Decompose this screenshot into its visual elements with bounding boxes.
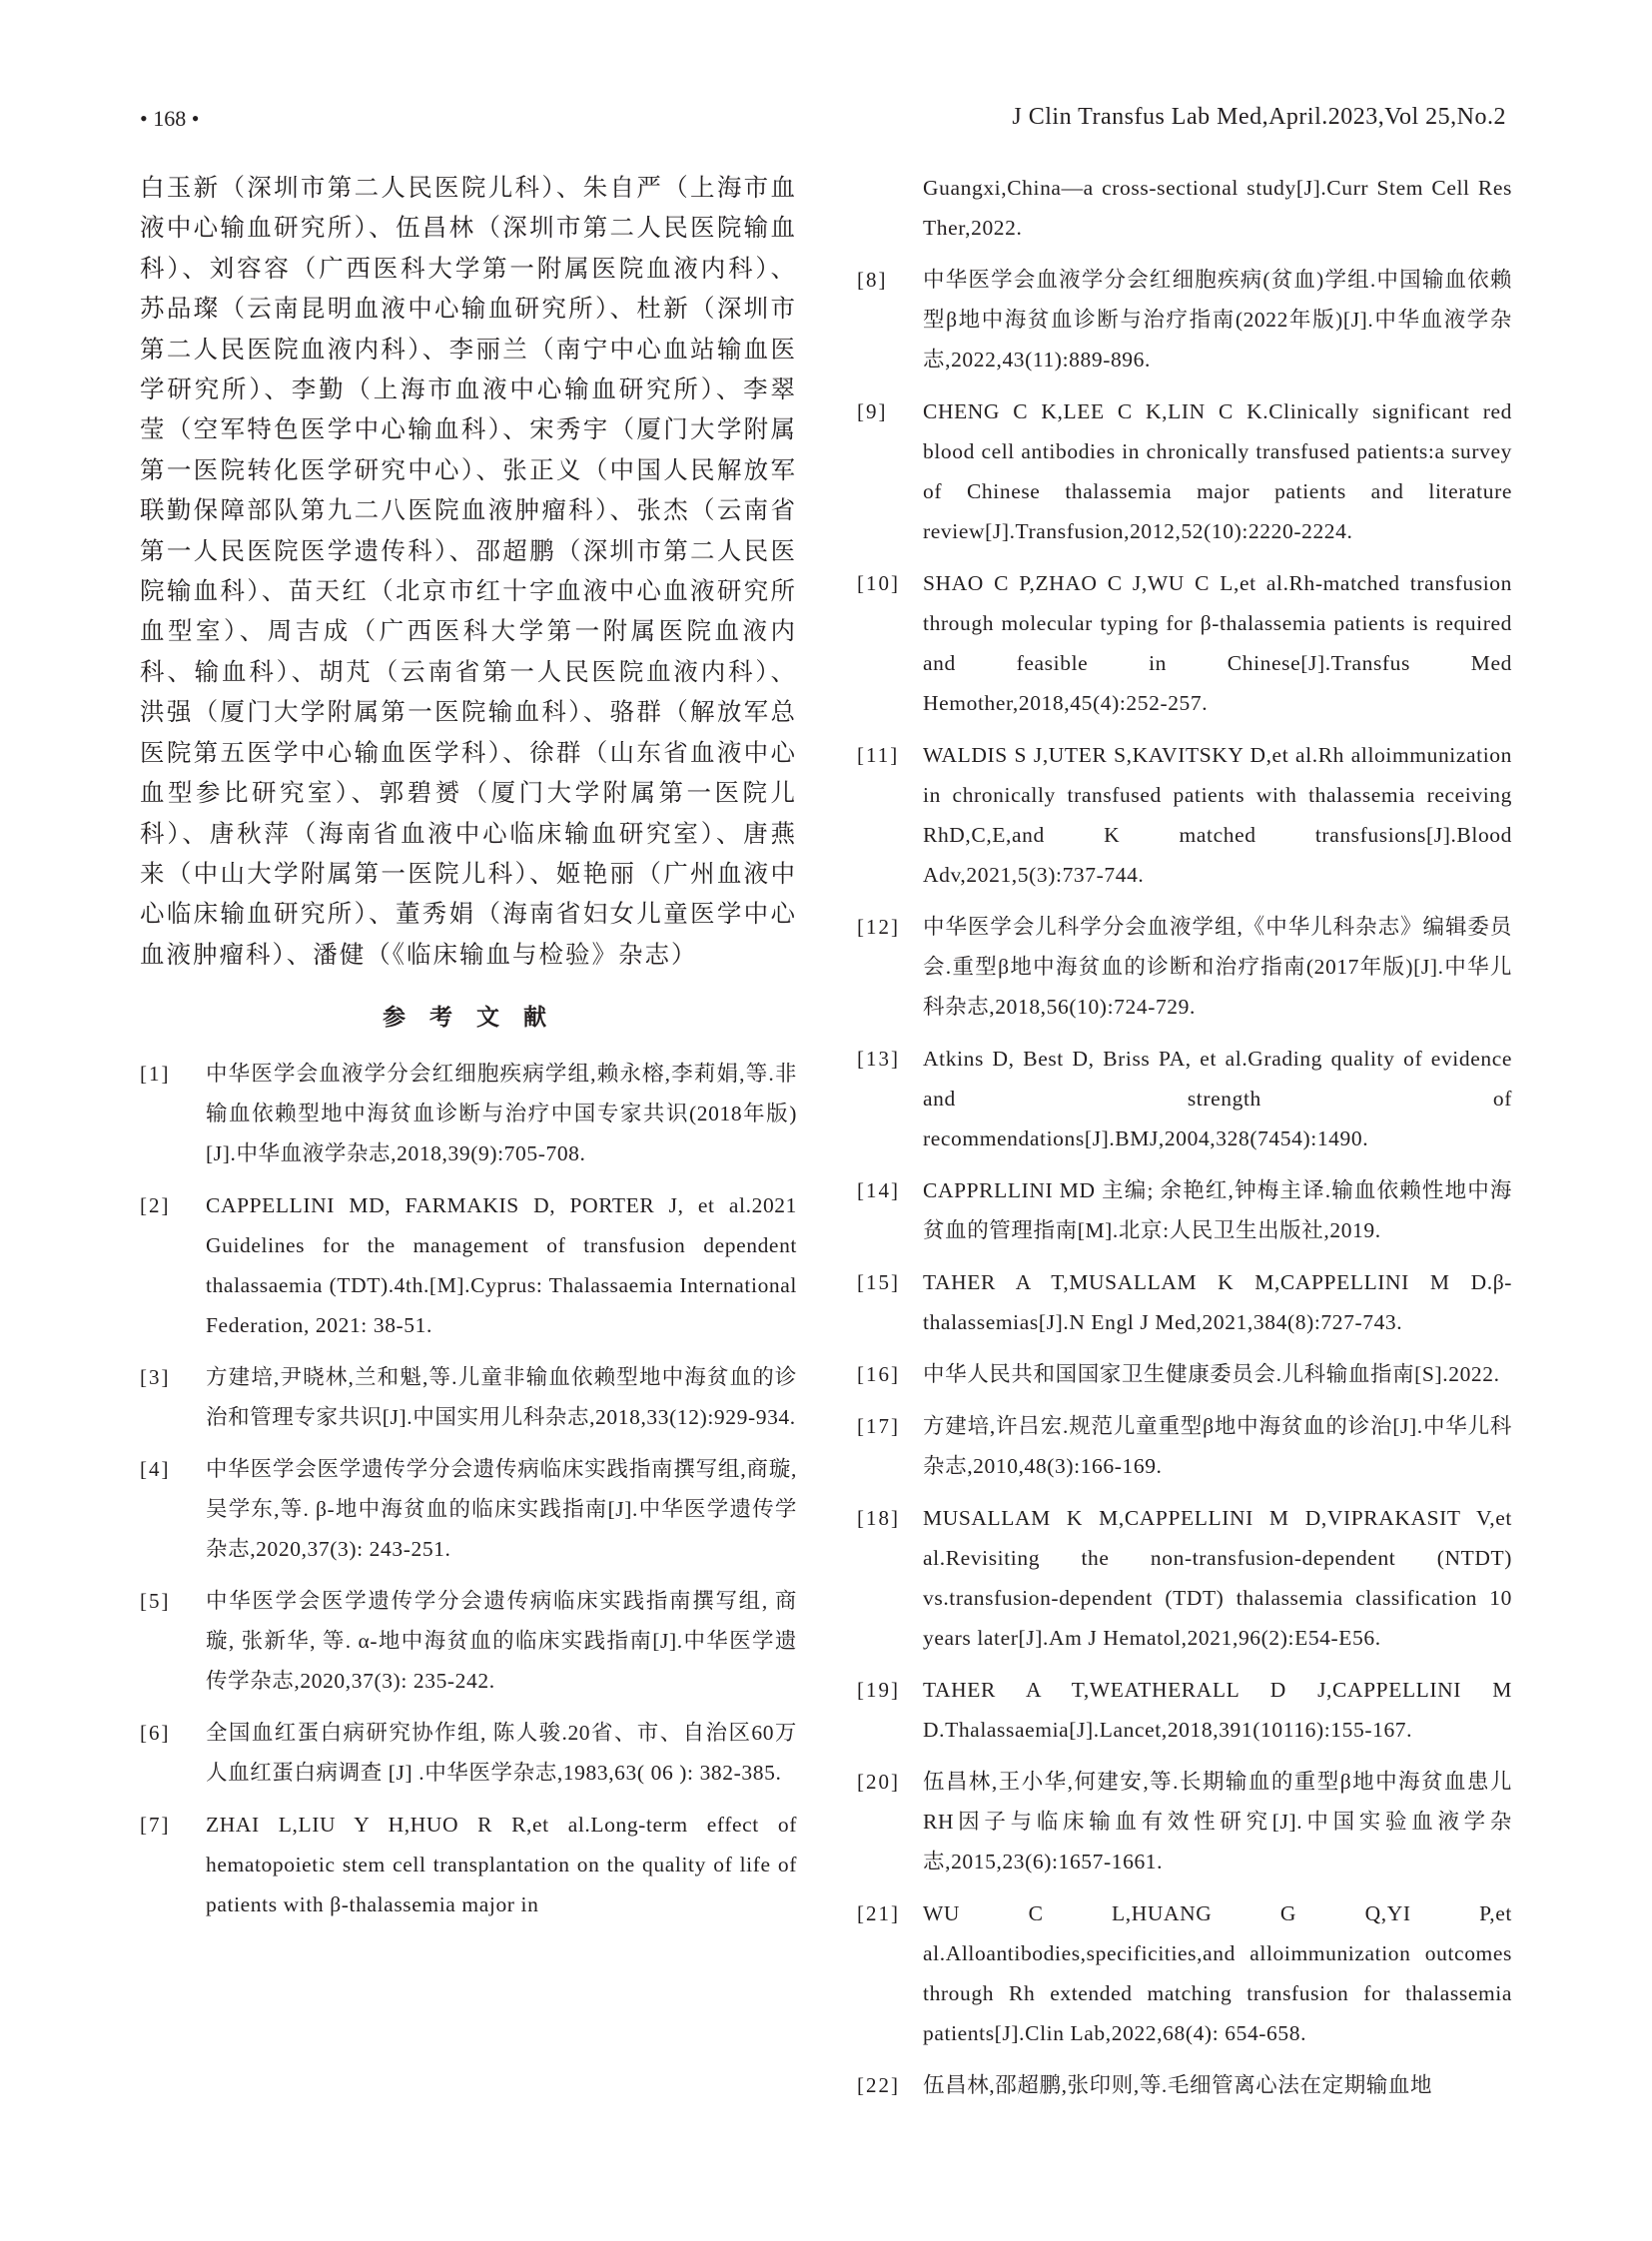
reference-number: [22] bbox=[857, 2073, 900, 2097]
reference-number: [9] bbox=[857, 399, 888, 423]
reference-number: [7] bbox=[140, 1813, 171, 1838]
reference-item bbox=[140, 1805, 797, 1924]
reference-text: 伍昌林,邵超鹏,张印则,等.毛细管离心法在定期输血地 bbox=[923, 2073, 1433, 2097]
reference-number: [8] bbox=[857, 268, 888, 292]
reference-number: [17] bbox=[857, 1414, 900, 1438]
reference-number: [2] bbox=[140, 1193, 171, 1218]
reference-text: 中华医学会医学遗传学分会遗传病临床实践指南撰写组, 商璇, 张新华, 等. α-地中海贫血的临床实践指南[J].中华医学遗传学杂志,2020,37(3): 235-242. bbox=[206, 1589, 797, 1694]
reference-number: [3] bbox=[140, 1365, 171, 1390]
reference-item bbox=[857, 1354, 1512, 1394]
reference-item bbox=[857, 391, 1512, 551]
reference-number: [20] bbox=[857, 1770, 900, 1794]
reference-text: 中华医学会儿科学分会血液学组,《中华儿科杂志》编辑委员会.重型β地中海贫血的诊断和治疗指南(2017年版)[J].中华儿科杂志,2018,56(10):724-729. bbox=[923, 915, 1512, 1019]
reference-item bbox=[857, 1498, 1512, 1658]
reference-text: CHENG C K,LEE C K,LIN C K.Clinically significant red blood cell antibodies in chronically transfused patients:a survey of Chinese thalassemia major patients and literature review[J].Transfusion,2012,52(10):2220-2224. bbox=[923, 399, 1512, 543]
reference-number: [1] bbox=[140, 1062, 171, 1087]
references-list-left bbox=[140, 1054, 797, 1924]
reference-item bbox=[857, 563, 1512, 723]
journal-running-head: J Clin Transfus Lab Med,April.2023,Vol 25,No.2 bbox=[1012, 104, 1506, 130]
reference-text: 中华医学会血液学分会红细胞疾病学组,赖永榕,李莉娟,等.非输血依赖型地中海贫血诊断与治疗中国专家共识(2018年版)[J].中华血液学杂志,2018,39(9):705-708. bbox=[206, 1062, 797, 1166]
reference-number: [16] bbox=[857, 1362, 900, 1386]
reference-item bbox=[857, 1262, 1512, 1342]
reference-text: TAHER A T,WEATHERALL D J,CAPPELLINI M D.Thalassaemia[J].Lancet,2018,391(10116):155-167. bbox=[923, 1678, 1512, 1742]
reference-item bbox=[857, 735, 1512, 895]
reference-text: MUSALLAM K M,CAPPELLINI M D,VIPRAKASIT V,et al.Revisiting the non-transfusion-dependent (NTDT) vs.transfusion-dependent (TDT) thalassemia classification 10 years later[J].Am J Hematol,2021,96(2):E54-E56. bbox=[923, 1506, 1512, 1650]
reference-item bbox=[857, 1039, 1512, 1158]
reference-item bbox=[857, 1670, 1512, 1750]
reference-7-continued: Guangxi,China—a cross-sectional study[J].Curr Stem Cell Res Ther,2022. bbox=[923, 176, 1512, 240]
reference-text: CAPPRLLINI MD 主编; 余艳红,钟梅主译.输血依赖性地中海贫血的管理指南[M].北京:人民卫生出版社,2019. bbox=[923, 1178, 1512, 1242]
reference-number: [4] bbox=[140, 1457, 171, 1482]
reference-number: [18] bbox=[857, 1506, 900, 1530]
reference-item bbox=[140, 1185, 797, 1345]
reference-number: [15] bbox=[857, 1270, 900, 1294]
reference-item bbox=[857, 260, 1512, 379]
reference-number: [19] bbox=[857, 1678, 900, 1702]
reference-number: [13] bbox=[857, 1047, 900, 1071]
reference-number: [21] bbox=[857, 1901, 900, 1925]
reference-number: [10] bbox=[857, 571, 900, 595]
reference-text: CAPPELLINI MD, FARMAKIS D, PORTER J, et al.2021 Guidelines for the management of transfusion dependent thalassaemia (TDT).4th.[M].Cyprus: Thalassaemia International Federation, 2021: 38-51. bbox=[206, 1193, 797, 1338]
reference-item bbox=[857, 1762, 1512, 1881]
references-list-right bbox=[857, 260, 1512, 2105]
reference-number: [14] bbox=[857, 1178, 900, 1202]
page-number: • 168 • bbox=[140, 106, 200, 131]
reference-text: 方建培,尹晓林,兰和魁,等.儿童非输血依赖型地中海贫血的诊治和管理专家共识[J].中国实用儿科杂志,2018,33(12):929-934. bbox=[206, 1365, 797, 1430]
reference-number: [6] bbox=[140, 1721, 171, 1746]
reference-text: 中华医学会医学遗传学分会遗传病临床实践指南撰写组,商璇,吴学东,等. β-地中海贫血的临床实践指南[J].中华医学遗传学杂志,2020,37(3): 243-251. bbox=[206, 1457, 797, 1562]
reference-number: [12] bbox=[857, 915, 900, 939]
reference-text: WU C L,HUANG G Q,YI P,et al.Alloantibodies,specificities,and alloimmunization outcomes through Rh extended matching transfusion for thalassemia patients[J].Clin Lab,2022,68(4): 654-658. bbox=[923, 1901, 1512, 2045]
reference-item bbox=[857, 1170, 1512, 1250]
references-heading: 参 考 文 献 bbox=[382, 1004, 555, 1032]
reference-number: [11] bbox=[857, 743, 900, 767]
right-column bbox=[857, 168, 1512, 2117]
reference-text: Atkins D, Best D, Briss PA, et al.Grading quality of evidence and strength of recommendations[J].BMJ,2004,328(7454):1490. bbox=[923, 1047, 1512, 1150]
reference-text: WALDIS S J,UTER S,KAVITSKY D,et al.Rh alloimmunization in chronically transfused patients with thalassemia receiving RhD,C,E,and K matched transfusions[J].Blood Adv,2021,5(3):737-744. bbox=[923, 743, 1512, 887]
reference-text: TAHER A T,MUSALLAM K M,CAPPELLINI M D.β-thalassemias[J].N Engl J Med,2021,384(8):727-743. bbox=[923, 1270, 1512, 1334]
reference-text: 伍昌林,王小华,何建安,等.长期输血的重型β地中海贫血患儿RH因子与临床输血有效性研究[J].中国实验血液学杂志,2015,23(6):1657-1661. bbox=[923, 1770, 1512, 1873]
reference-text: SHAO C P,ZHAO C J,WU C L,et al.Rh-matched transfusion through molecular typing for β-thalassemia patients is required and feasible in Chinese[J].Transfus Med Hemother,2018,45(4):252-257. bbox=[923, 571, 1512, 715]
reference-item bbox=[857, 1406, 1512, 1486]
reference-text: 中华人民共和国国家卫生健康委员会.儿科输血指南[S].2022. bbox=[923, 1362, 1500, 1386]
reference-text: 方建培,许吕宏.规范儿童重型β地中海贫血的诊治[J].中华儿科杂志,2010,48(3):166-169. bbox=[923, 1414, 1512, 1478]
reference-item bbox=[140, 1713, 797, 1793]
reference-item bbox=[140, 1054, 797, 1173]
reference-item bbox=[140, 1449, 797, 1569]
reference-item bbox=[140, 1357, 797, 1437]
left-column bbox=[140, 168, 797, 1936]
contributors-list: 白玉新（深圳市第二人民医院儿科）、朱自严（上海市血液中心输血研究所）、伍昌林（深圳市第二人民医院输血科）、刘容容（广西医科大学第一附属医院血液内科）、苏品璨（云南昆明血液中心输血研究所）、杜新（深圳市第二人民医院血液内科）、李丽兰（南宁中心血站输血医学研究所）、李勤（上海市血液中心输血研究所）、李翠莹（空军特色医学中心输血科）、宋秀宇（厦门大学附属第一医院转化医学研究中心）、张正义（中国人民解放军联勤保障部队第九二八医院血液肿瘤科）、张杰（云南省第一人民医院医学遗传科）、邵超鹏（深圳市第二人民医院输血科）、苗天红（北京市红十字血液中心血液研究所血型室）、周吉成（广西医科大学第一附属医院血液内科、输血科）、胡芃（云南省第一人民医院血液内科）、洪强（厦门大学附属第一医院输血科）、骆群（解放军总医院第五医学中心输血医学科）、徐群（山东省血液中心血型参比研究室）、郭碧赟（厦门大学附属第一医院儿科）、唐秋萍（海南省血液中心临床输血研究室）、唐燕来（中山大学附属第一医院儿科）、姬艳丽（广州血液中心临床输血研究所）、董秀娟（海南省妇女儿童医学中心血液肿瘤科）、潘健（《临床输血与检验》杂志） bbox=[140, 173, 797, 969]
reference-number: [5] bbox=[140, 1589, 171, 1614]
reference-text: 全国血红蛋白病研究协作组, 陈人骏.20省、市、自治区60万人血红蛋白病调查 [J] .中华医学杂志,1983,63( 06 ): 382-385. bbox=[206, 1721, 797, 1786]
reference-item bbox=[857, 2065, 1512, 2105]
reference-item bbox=[857, 1893, 1512, 2053]
reference-text: 中华医学会血液学分会红细胞疾病(贫血)学组.中国输血依赖型β地中海贫血诊断与治疗指南(2022年版)[J].中华血液学杂志,2022,43(11):889-896. bbox=[923, 268, 1512, 372]
reference-text: ZHAI L,LIU Y H,HUO R R,et al.Long-term effect of hematopoietic stem cell transplantation on the quality of life of patients with β-thalassemia major in bbox=[206, 1813, 797, 1917]
reference-item bbox=[140, 1581, 797, 1701]
reference-item bbox=[857, 907, 1512, 1027]
